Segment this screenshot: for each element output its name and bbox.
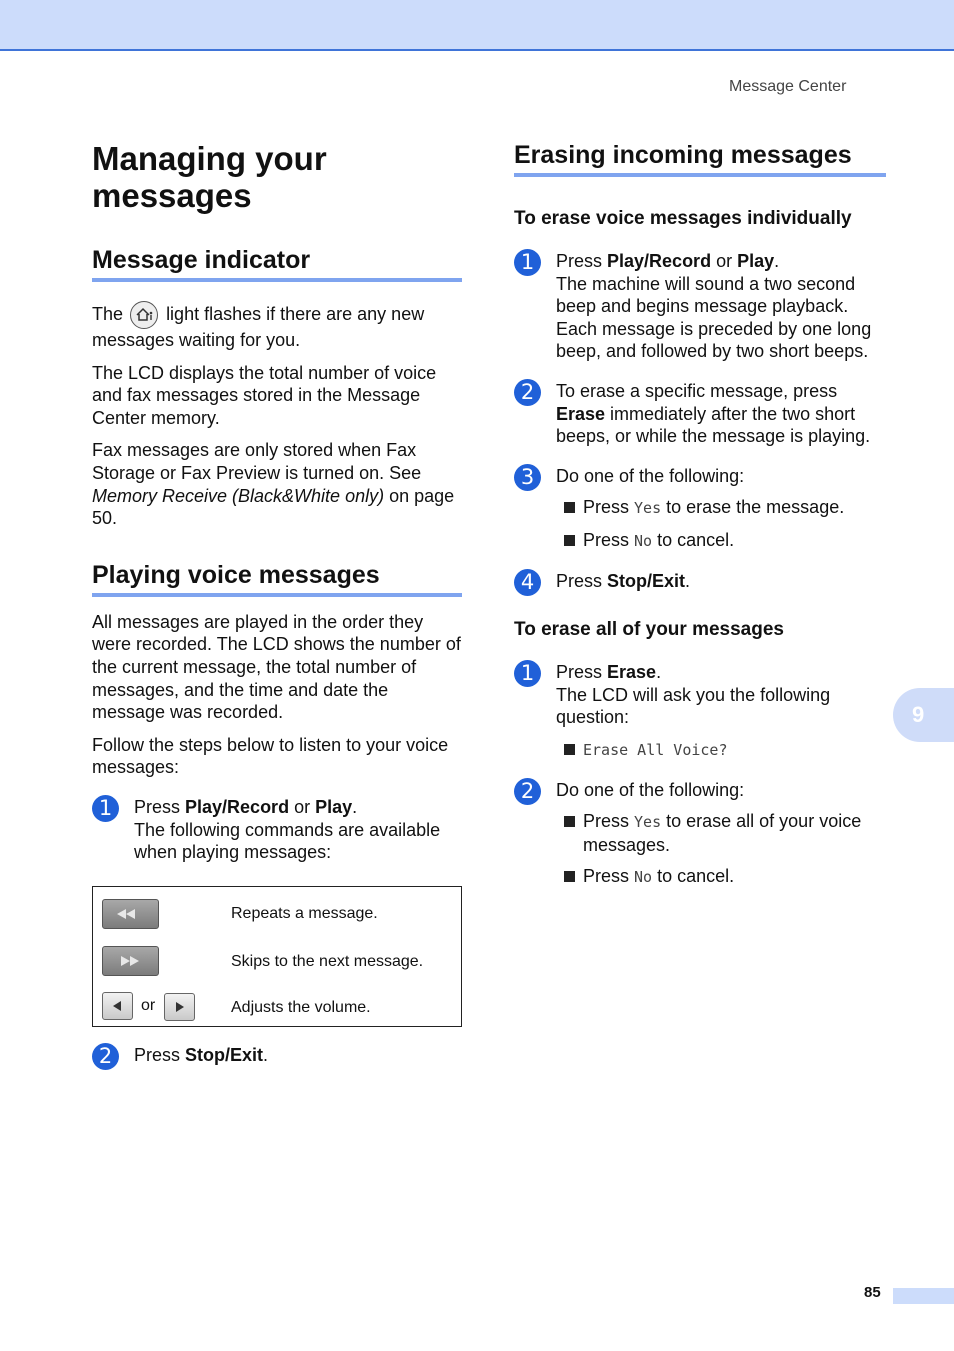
heading-erasing-incoming-messages: Erasing incoming messages: [514, 140, 886, 177]
command-description: Skips to the next message.: [231, 953, 424, 970]
volume-up-button-icon: [164, 993, 195, 1021]
step-text: Press Play/Record or Play. The machine will sound a two second beep and begins message playback. Each message is preceded by one long beep, and followed by two short beeps.: [556, 251, 872, 362]
heading-erase-individually: To erase voice messages individually: [514, 208, 852, 229]
page-title: Managing your messages: [92, 140, 327, 214]
playing-step-1: [92, 796, 462, 864]
step-number: 4: [514, 569, 541, 596]
bullet-square-icon: [564, 816, 575, 827]
page-number: 85: [864, 1284, 881, 1301]
step-text: To erase a specific message, press Erase immediately after the two short beeps, or while the message is playing.: [556, 380, 871, 447]
bullet-square-icon: [564, 744, 575, 755]
indicator-paragraph-3: Fax messages are only stored when Fax Storage or Fax Preview is turned on. See Memory Receive (Black&White only) on page 50.: [92, 440, 455, 529]
command-row-skip: [93, 941, 461, 981]
heading-playing-voice-messages: Playing voice messages: [92, 560, 462, 597]
command-row-volume: [93, 987, 461, 1027]
home-message-icon: [130, 301, 158, 329]
bullet-square-icon: [564, 535, 575, 546]
step-number: 2: [514, 778, 541, 805]
erase-individual-step-2: [514, 380, 886, 448]
volume-down-button-icon: [102, 992, 133, 1020]
step-number: 1: [92, 795, 119, 822]
step-number: 2: [514, 379, 541, 406]
indicator-paragraph-2: The LCD displays the total number of voice and fax messages stored in the Message Center memory.: [92, 362, 437, 428]
rewind-button-icon: [102, 899, 159, 929]
fast-forward-button-icon: [102, 946, 159, 976]
lcd-question: Erase All Voice?: [556, 738, 886, 762]
playing-paragraph-2: Follow the steps below to listen to your voice messages:: [92, 734, 449, 778]
heading-message-indicator: Message indicator: [92, 245, 462, 282]
step-text: Press Erase. The LCD will ask you the following question:: [556, 662, 831, 728]
step-number: 1: [514, 660, 541, 687]
command-description: Adjusts the volume.: [231, 999, 371, 1016]
step-number: 3: [514, 464, 541, 491]
erase-individual-step-3: [514, 465, 886, 488]
right-column: [514, 140, 886, 889]
playing-step-2: [92, 1044, 504, 1067]
page-number-bar: [893, 1288, 954, 1304]
erase-individual-step-1: [514, 250, 886, 363]
indicator-paragraph-1: The light flashes if there are any new messages waiting for you.: [92, 301, 462, 352]
step-text: Do one of the following:: [556, 779, 745, 800]
cross-reference-link[interactable]: Memory Receive (Black&White only): [92, 485, 385, 506]
bullet-square-icon: [564, 502, 575, 513]
step-text: Press Stop/Exit.: [134, 1045, 269, 1065]
top-band: [0, 0, 954, 51]
bullet-erase-yes: Press Yes to erase the message.: [556, 496, 886, 520]
step-text: Press Stop/Exit.: [556, 570, 691, 591]
chapter-tab[interactable]: 9: [893, 688, 954, 742]
step-text: Do one of the following:: [556, 465, 745, 486]
or-label: or: [141, 997, 156, 1014]
erase-all-step-2: [514, 779, 886, 802]
command-row-repeat: [93, 893, 461, 933]
playing-paragraph-1: All messages are played in the order they were recorded. The LCD shows the number of the current message, the total number of messages, and the time and date the message was recorded.: [92, 611, 461, 723]
step-number: 1: [514, 249, 541, 276]
bullet-erase-all-no: Press No to cancel.: [556, 865, 886, 889]
heading-erase-all: To erase all of your messages: [514, 619, 784, 641]
playback-commands-table: [92, 886, 462, 1027]
section-header: Message Center: [729, 78, 847, 95]
erase-all-step-1: [514, 661, 886, 729]
bullet-square-icon: [564, 871, 575, 882]
step-text: Press Play/Record or Play. The following commands are available when playing messages:: [134, 796, 441, 863]
bullet-erase-all-yes: Press Yes to erase all of your voice messages.: [556, 810, 886, 856]
command-description: Repeats a message.: [231, 905, 378, 922]
left-column: [92, 140, 462, 864]
step-number: 2: [92, 1043, 119, 1070]
erase-individual-step-4: [514, 570, 886, 593]
bullet-erase-no: Press No to cancel.: [556, 529, 886, 553]
